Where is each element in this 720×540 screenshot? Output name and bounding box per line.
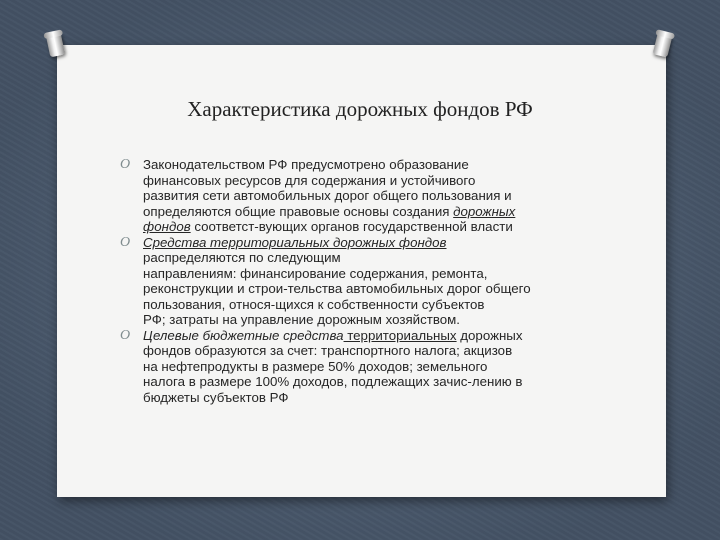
emphasis-text: фондов [143, 219, 191, 234]
bullet-item: O Законодательством РФ предусмотрено образование финансовых ресурсов для содержания и устойчивого развития сети автомобильных дорог общего пользования и определяются общие правовые основы создания дорожных фондов соответст-вующих органов государственной власти [120, 157, 516, 234]
bullet-marker-icon: O [120, 234, 131, 250]
emphasis-text: территориальных [343, 327, 457, 343]
pushpin-icon [46, 33, 65, 58]
slide-title: Характеристика дорожных фондов РФ [187, 97, 533, 121]
emphasis-text: Средства территориальных дорожных фондов [143, 234, 447, 250]
bullet-marker-icon: O [120, 157, 131, 172]
bullet-item: O Целевые бюджетные средства территориальных дорожных фондов образуются за счет: транспортного налога; акцизов на нефтепродукты в размере 50% доходов; земельного налога в размере 100% доходов, подлежащих зачис-лению в бюджеты субъектов РФ [120, 327, 523, 405]
bullet-item: O Средства территориальных дорожных фондов распределяются по следующим направлениям: финансирование содержания, ремонта, реконструкции и строи-тельства автомобильных дорог общего пользования, относя-щихся к собственности субъектов РФ; затраты на управление дорожным хозяйством. [120, 234, 531, 327]
bullet-marker-icon: O [120, 327, 131, 343]
bullet-list [120, 157, 605, 405]
pushpin-icon [653, 33, 673, 58]
emphasis-text: Целевые бюджетные средства [143, 327, 344, 343]
emphasis-text: дорожных [453, 203, 516, 219]
